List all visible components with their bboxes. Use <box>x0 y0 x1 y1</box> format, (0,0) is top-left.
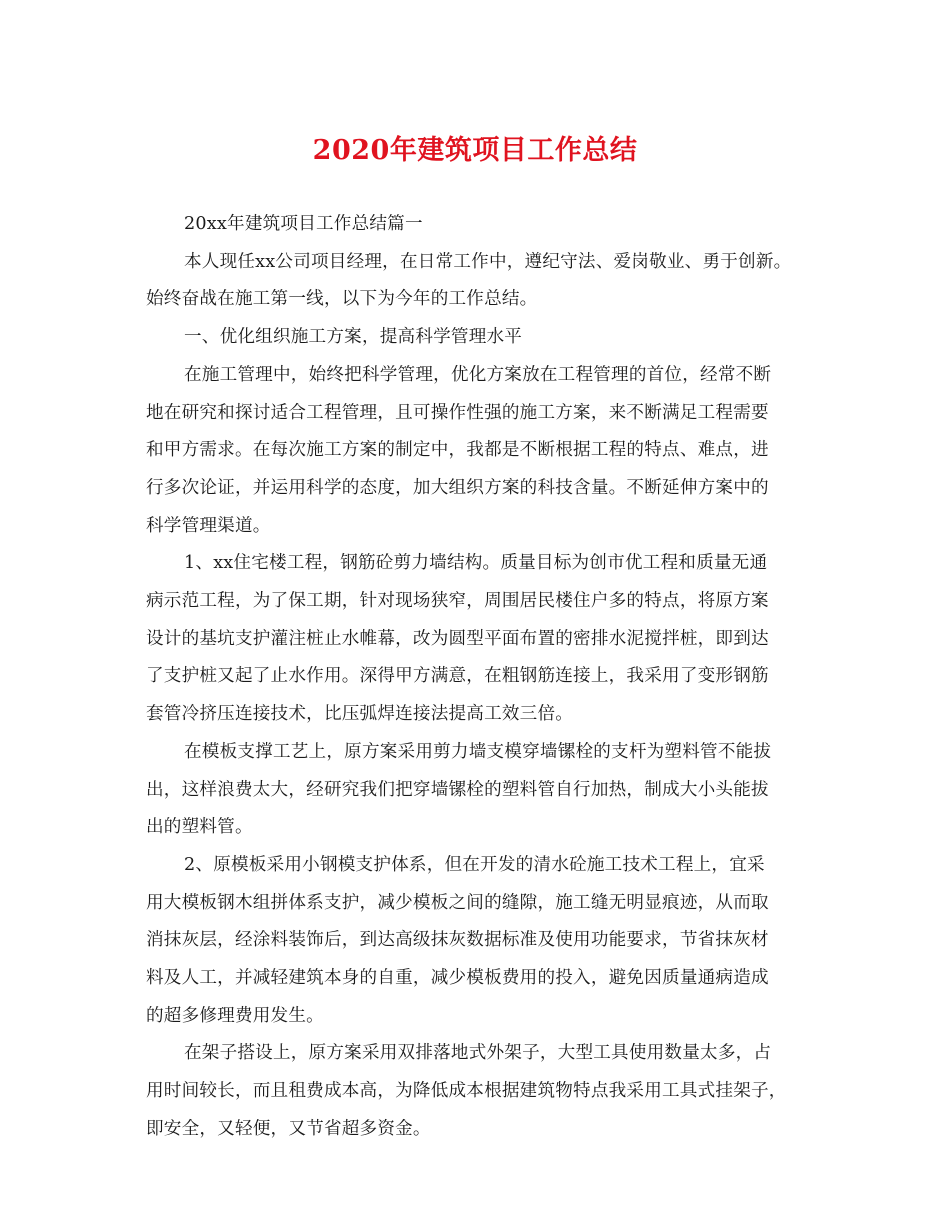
paragraph-line: 了支护桩又起了止水作用。深得甲方满意，在粗钢筋连接上，我采用了变形钢筋 <box>146 666 769 687</box>
paragraph-line: 设计的基坑支护灌注桩止水帷幕，改为圆型平面布置的密排水泥搅拌桩，即到达 <box>146 628 769 649</box>
paragraph-line: 在架子搭设上，原方案采用双排落地式外架子，大型工具使用数量太多，占 <box>184 1043 772 1064</box>
paragraph-line: 即安全，又轻便，又节省超多资金。 <box>146 1118 431 1139</box>
paragraph-line: 消抹灰层，经涂料装饰后，到达高级抹灰数据标准及使用功能要求，节省抹灰材 <box>146 930 769 951</box>
paragraph <box>146 847 814 1036</box>
paragraph-line: 地在研究和探讨适合工程管理，且可操作性强的施工方案，来不断满足工程需要 <box>146 402 769 423</box>
paragraph-line: 2、原模板采用小钢模支护体系，但在开发的清水砼施工技术工程上，宜采 <box>184 854 765 875</box>
paragraph <box>146 357 814 546</box>
paragraph-line: 在模板支撑工艺上，原方案采用剪力墙支模穿墙镙栓的支杆为塑料管不能拔 <box>184 741 772 762</box>
document-body <box>146 206 814 1149</box>
paragraph-line: 用时间较长，而且租费成本高，为降低成本根据建筑物特点我采用工具式挂架子， <box>146 1081 787 1102</box>
paragraph <box>146 206 814 244</box>
paragraph <box>146 1035 814 1148</box>
paragraph-line: 和甲方需求。在每次施工方案的制定中，我都是不断根据工程的特点、难点，进 <box>146 440 769 461</box>
paragraph-line: 行多次论证，并运用科学的态度，加大组织方案的科技含量。不断延伸方案中的 <box>146 477 769 498</box>
paragraph-line: 料及人工，并减轻建筑本身的自重，减少模板费用的投入，避免因质量通病造成 <box>146 968 769 989</box>
paragraph <box>146 545 814 734</box>
paragraph-line: 用大模板钢木组拼体系支护，减少模板之间的缝隙，施工缝无明显痕迹，从而取 <box>146 892 769 913</box>
paragraph-line: 出，这样浪费太大，经研究我们把穿墙镙栓的塑料管自行加热，制成大小头能拔 <box>146 779 769 800</box>
paragraph-line: 在施工管理中，始终把科学管理，优化方案放在工程管理的首位，经常不断 <box>184 364 772 385</box>
paragraph <box>146 734 814 847</box>
paragraph-line: 20xx年建筑项目工作总结篇一 <box>184 214 423 234</box>
paragraph-line: 病示范工程，为了保工期，针对现场狭窄，周围居民楼住户多的特点，将原方案 <box>146 591 769 612</box>
paragraph <box>146 319 814 357</box>
paragraph-line: 的超多修理费用发生。 <box>146 1005 324 1026</box>
paragraph-line: 始终奋战在施工第一线，以下为今年的工作总结。 <box>146 289 538 310</box>
document-title: 2020年建筑项目工作总结 <box>312 135 638 166</box>
paragraph-line: 一、优化组织施工方案，提高科学管理水平 <box>184 327 523 348</box>
paragraph-line: 套管冷挤压连接技术，比压弧焊连接法提高工效三倍。 <box>146 704 574 725</box>
paragraph-line: 本人现任xx公司项目经理，在日常工作中，遵纪守法、爱岗敬业、勇于创新。 <box>184 251 792 272</box>
paragraph-line: 出的塑料管。 <box>146 817 253 838</box>
paragraph <box>146 244 814 319</box>
paragraph-line: 科学管理渠道。 <box>146 515 271 536</box>
paragraph-line: 1、xx住宅楼工程，钢筋砼剪力墙结构。质量目标为创市优工程和质量无通 <box>184 553 768 574</box>
